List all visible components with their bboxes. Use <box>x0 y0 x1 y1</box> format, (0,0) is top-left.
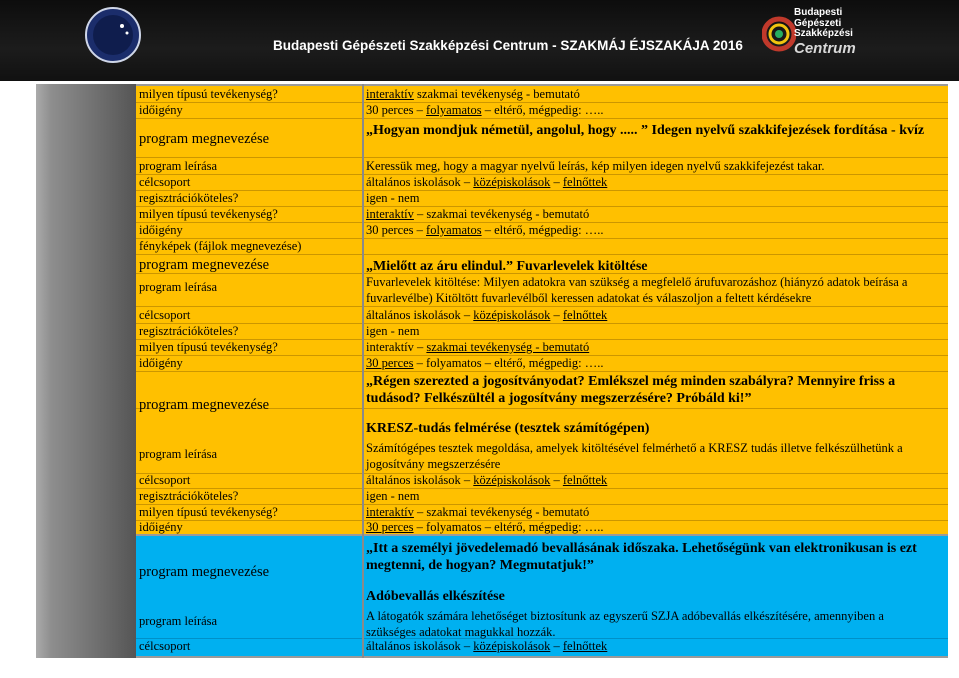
label-reg: regisztrációköteles? <box>139 324 239 338</box>
label-target: célcsoport <box>139 175 191 189</box>
program-2-desc: Fuvarlevelek kitöltése: Milyen adatokra van szükség a megfelelő árufuvarozáshoz (hiányzó adatok beírása a fuvarlevélbe) Kitöltött fuvarlevélből keressen adatokat és válaszoljon a feltett kérdésekre <box>366 275 908 305</box>
label-type: milyen típusú tevékenység? <box>139 207 278 221</box>
label-desc: program leírása <box>139 159 218 173</box>
label-time: időigény <box>139 223 183 237</box>
program-1-title: „Hogyan mondjuk németül, angolul, hogy ..... ” Idegen nyelvű szakkifejezések fordítása - kvíz <box>366 123 925 138</box>
program-3-subtitle: KRESZ-tudás felmérése (tesztek számítógépen) <box>366 421 650 436</box>
label-desc: program leírása <box>139 614 218 628</box>
time-value: 30 perces – folyamatos – eltérő, mégpedig: ….. <box>366 520 604 534</box>
label-reg: regisztrációköteles? <box>139 191 239 205</box>
time-value: 30 perces – folyamatos – eltérő, mégpedig: ….. <box>366 356 604 370</box>
program-3-desc: Számítógépes tesztek megoldása, amelyek kitöltésével felmérhető a KRESZ tudás illetve felkészülhetünk a jogosítvány megszerzésére <box>366 441 903 471</box>
type-value: interaktív – szakmai tevékenység - bemutató <box>366 207 590 221</box>
target-value: általános iskolások – középiskolások – felnőttek <box>366 473 608 487</box>
label-photos: fényképek (fájlok megnevezése) <box>139 239 302 253</box>
reg-value: igen - nem <box>366 191 420 205</box>
label-program-name: program megnevezése <box>139 564 270 580</box>
target-value: általános iskolások – középiskolások – felnőttek <box>366 175 608 189</box>
logo-line-2: Gépészeti <box>794 17 842 29</box>
time-value: 30 perces – folyamatos – eltérő, mégpedig: ….. <box>366 103 604 117</box>
label-type: milyen típusú tevékenység? <box>139 87 278 101</box>
label-reg: regisztrációköteles? <box>139 489 239 503</box>
time-value: 30 perces – folyamatos – eltérő, mégpedig: ….. <box>366 223 604 237</box>
label-program-name: program megnevezése <box>139 397 270 413</box>
reg-value: igen - nem <box>366 324 420 338</box>
label-type: milyen típusú tevékenység? <box>139 340 278 354</box>
target-value: általános iskolások – középiskolások – felnőttek <box>366 308 608 322</box>
logo-line-1: Budapesti <box>794 7 843 18</box>
type-value: interaktív szakmai tevékenység - bemutató <box>366 87 580 101</box>
logo-line-4: Centrum <box>794 39 856 57</box>
label-type: milyen típusú tevékenység? <box>139 505 278 519</box>
szakmaj-ejszakaja-logo <box>84 6 142 64</box>
program-3-title: „Régen szerezted a jogosítványodat? Emlékszel még minden szabályra? Mennyire friss a tudásod? Felkészültél a jogosítvány megszerzésére? Próbáld ki!” <box>366 374 896 406</box>
orange-section <box>136 86 948 534</box>
program-4-subtitle: Adóbevallás elkészítése <box>366 589 505 604</box>
label-desc: program leírása <box>139 447 218 461</box>
label-target: célcsoport <box>139 308 191 322</box>
program-4-desc: A látogatók számára lehetőséget biztosítunk az egyszerű SZJA adóbevallás elkészítésére, amennyiben a szükséges adatokat magukkal hozzák. <box>366 609 884 639</box>
target-value: általános iskolások – középiskolások – felnőttek <box>366 639 608 653</box>
label-desc: program leírása <box>139 280 218 294</box>
program-4-title: „Itt a személyi jövedelemadó bevallásának időszaka. Lehetőségünk van elektronikusan is ezt megtenni, de hogyan? Megmutatjuk!” <box>366 541 917 573</box>
label-target: célcsoport <box>139 473 191 487</box>
header-title: Budapesti Gépészeti Szakképzési Centrum - SZAKMÁJ ÉJSZAKÁJA 2016 <box>273 38 743 53</box>
label-time: időigény <box>139 520 183 534</box>
reg-value: igen - nem <box>366 489 420 503</box>
logo-line-3: Szakképzési <box>794 28 853 39</box>
header-bar <box>0 0 959 81</box>
label-target: célcsoport <box>139 639 191 653</box>
type-value: interaktív – szakmai tevékenység - bemutató <box>366 505 590 519</box>
label-program-name: program megnevezése <box>139 131 270 147</box>
label-time: időigény <box>139 356 183 370</box>
type-value: interaktív – szakmai tevékenység - bemutató <box>366 340 590 354</box>
label-time: időigény <box>139 103 183 117</box>
bgszc-logo <box>762 8 862 64</box>
left-margin-column <box>36 84 136 658</box>
program-2-title: „Mielőtt az áru elindul.” Fuvarlevelek kitöltése <box>366 259 648 274</box>
label-program-name: program megnevezése <box>139 257 270 273</box>
program-1-desc: Keressük meg, hogy a magyar nyelvű leírás, kép milyen idegen nyelvű szakkifejezést takar. <box>366 159 825 173</box>
blue-section <box>136 536 948 656</box>
